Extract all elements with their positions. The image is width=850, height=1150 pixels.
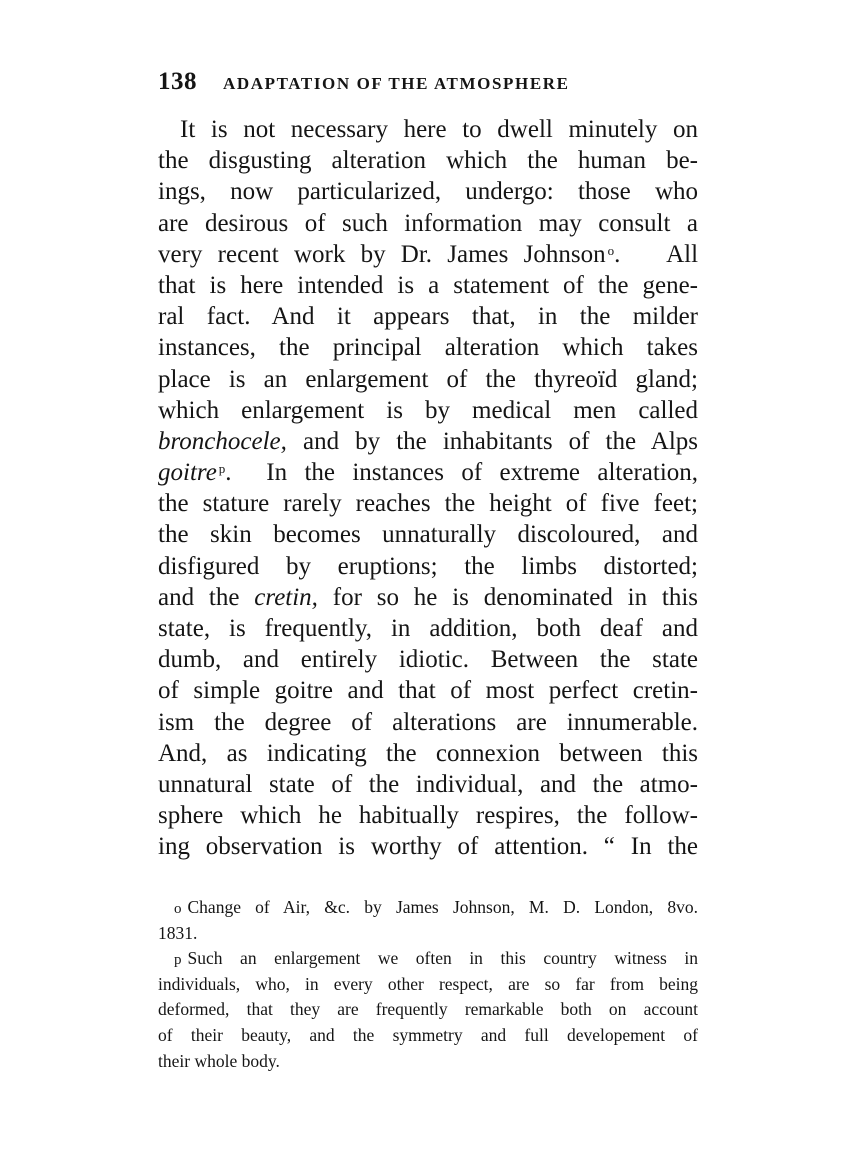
footnote-text: Such an enlargement we often in this country witness in	[187, 948, 698, 969]
italic-term: cretin,	[254, 583, 318, 611]
main-text	[158, 114, 698, 863]
text-line	[158, 426, 698, 457]
text-line: unnatural state of the individual, and the atmo-	[158, 770, 698, 798]
text-fragment: and the	[158, 583, 240, 611]
footnote-line: their whole body.	[158, 1050, 280, 1071]
text-line	[158, 239, 698, 270]
text-line: of simple goitre and that of most perfect cretin-	[158, 677, 698, 705]
text-line: disfigured by eruptions; the limbs distorted;	[158, 552, 698, 580]
text-line: state, is frequently, in addition, both deaf and	[158, 615, 698, 642]
footnote-line: deformed, that they are frequently remarkable both on account	[158, 999, 698, 1020]
footnote-line: 1831.	[158, 922, 198, 943]
footnote-mark: p	[174, 952, 182, 969]
text-line: ral fact. And it appears that, in the milder	[158, 303, 698, 331]
footnote-ref-o: o	[607, 242, 615, 258]
text-line: which enlargement is by medical men called	[158, 396, 698, 424]
text-line: instances, the principal alteration which takes	[158, 334, 698, 362]
page-header	[158, 68, 698, 100]
text-line: And, as indicating the connexion between this	[158, 739, 698, 767]
italic-term: goitre	[158, 459, 217, 487]
text-line: sphere which he habitually respires, the follow-	[158, 802, 698, 830]
text-line: ing observation is worthy of attention. “ In the	[158, 833, 698, 861]
text-fragment: for so he is denominated in this	[332, 583, 699, 611]
text-line: the disgusting alteration which the human be-	[158, 147, 698, 175]
text-fragment: All	[666, 240, 699, 268]
footnote-line: of their beauty, and the symmetry and full developement of	[158, 1024, 698, 1045]
text-fragment: and by the inhabitants of the Alps	[302, 427, 698, 455]
text-line	[158, 457, 698, 488]
footnote-p	[158, 946, 698, 972]
text-line: ings, now particularized, undergo: those who	[158, 178, 698, 206]
text-line: dumb, and entirely idiotic. Between the state	[158, 646, 698, 674]
text-fragment: .	[614, 240, 621, 268]
text-line: ism the degree of alterations are innumerable.	[158, 708, 698, 736]
text-line	[158, 582, 698, 613]
italic-term: bronchocele,	[158, 427, 287, 455]
text-line: place is an enlargement of the thyreoïd gland;	[158, 365, 698, 393]
text-line: the skin becomes unnaturally discoloured, and	[158, 521, 698, 549]
page-number: 138	[158, 68, 197, 95]
footnote-ref-p: p	[218, 460, 226, 476]
text-line: the stature rarely reaches the height of five feet;	[158, 490, 698, 518]
text-line: are desirous of such information may consult a	[158, 209, 698, 237]
text-fragment: .	[225, 459, 232, 487]
footnote-mark: o	[174, 901, 182, 917]
running-head: ADAPTATION OF THE ATMOSPHERE	[223, 74, 570, 93]
footnote-o	[158, 895, 698, 921]
footnote-line: individuals, who, in every other respect, are so far from being	[158, 973, 698, 994]
footnotes	[158, 895, 698, 1074]
text-fragment: In the instances of extreme alteration,	[266, 459, 699, 487]
footnote-text: Change of Air, &c. by James Johnson, M. D. London, 8vo.	[187, 897, 698, 917]
text-line: that is here intended is a statement of the gene-	[158, 271, 698, 299]
text-fragment: very recent work by Dr. James Johnson	[158, 240, 606, 268]
text-line: It is not necessary here to dwell minutely on	[180, 116, 698, 143]
